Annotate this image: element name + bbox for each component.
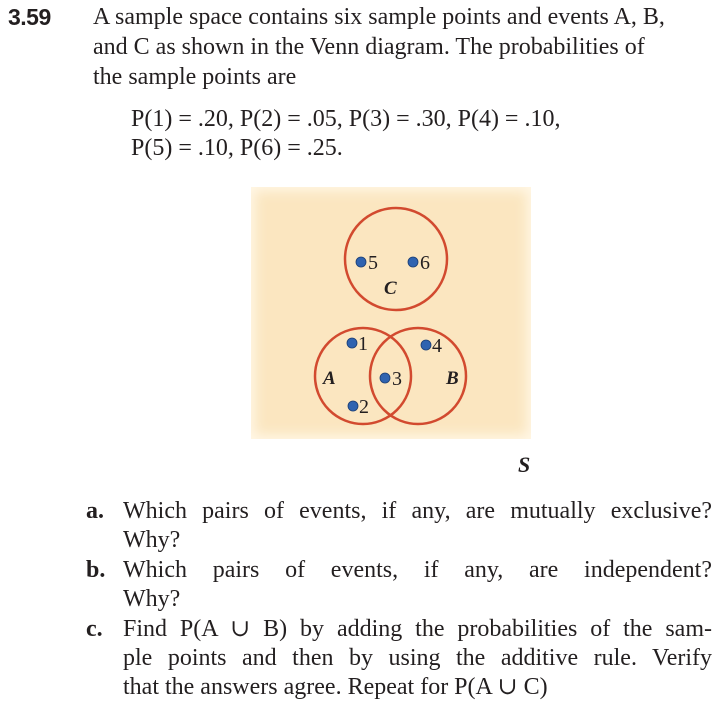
sample-point-dot-2 [348,401,358,411]
part-letter: a. [86,498,104,524]
question-parts [86,497,712,703]
sample-point-label-6: 6 [420,252,430,274]
part-text [123,615,712,702]
sample-point-dot-5 [356,257,366,267]
probability-line: P(5) = .10, P(6) = .25. [131,135,343,161]
sample-point-label-4: 4 [432,335,442,357]
part-line: Why? [123,527,181,553]
part-c [86,615,712,702]
event-b-label: B [446,368,459,389]
problem-statement [93,2,713,92]
event-c-label: C [384,278,397,299]
sample-point-dot-3 [380,373,390,383]
part-line: Which pairs of events, if any, are mutually exclusive? [123,498,712,524]
probability-line: P(1) = .20, P(2) = .05, P(3) = .30, P(4) = .10, [131,106,561,132]
part-line: that the answers agree. Repeat for P(A ∪ C) [123,674,548,700]
part-line: Why? [123,586,181,612]
sample-point-dot-4 [421,340,431,350]
sample-point-label-2: 2 [359,396,369,418]
statement-line: the sample points are [93,64,297,90]
venn-svg [251,187,531,439]
sample-point-dot-6 [408,257,418,267]
part-a [86,497,712,555]
statement-line: A sample space contains six sample points and events A, B, [93,4,665,30]
part-b [86,556,712,614]
part-text [123,556,712,614]
event-a-label: A [323,368,336,389]
part-line: ple points and then by using the additive rule. Verify [123,645,712,671]
part-letter: b. [86,557,106,583]
sample-point-dot-1 [347,338,357,348]
part-text [123,497,712,555]
part-line: Find P(A ∪ B) by adding the probabilities of the sam- [123,616,712,642]
venn-diagram [251,187,531,439]
probability-list [131,105,560,163]
part-line: Which pairs of events, if any, are independent? [123,557,712,583]
sample-point-label-3: 3 [392,368,402,390]
part-letter: c. [86,616,103,642]
statement-line: and C as shown in the Venn diagram. The probabilities of [93,34,645,60]
sample-space-label: S [518,452,531,477]
sample-point-label-5: 5 [368,252,378,274]
problem-number: 3.59 [8,4,51,30]
sample-point-label-1: 1 [358,333,368,355]
